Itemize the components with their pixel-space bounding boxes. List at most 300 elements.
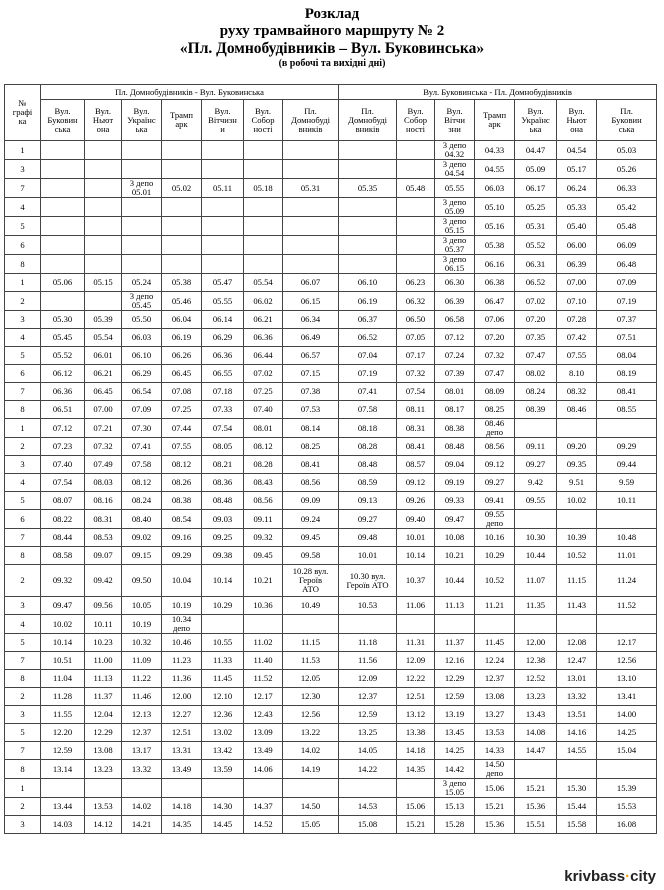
- schedule-number-cell: 5: [5, 217, 41, 236]
- time-cell: 12.29: [85, 724, 122, 742]
- table-row: [5, 634, 657, 652]
- schedule-number-cell: 8: [5, 401, 41, 419]
- time-cell: 11.37: [435, 634, 475, 652]
- time-cell: 07.08: [162, 383, 202, 401]
- time-cell: 10.14: [41, 634, 85, 652]
- time-cell: 10.46: [162, 634, 202, 652]
- time-cell: 08.19: [597, 365, 657, 383]
- time-cell: 12.51: [397, 688, 435, 706]
- time-cell: 11.21: [475, 597, 515, 615]
- time-cell: [339, 217, 397, 236]
- stop-header: Пл. Буковин ська: [597, 100, 657, 141]
- time-cell: 14.25: [435, 742, 475, 760]
- time-cell: 07.19: [597, 292, 657, 311]
- time-cell: 12.59: [435, 688, 475, 706]
- time-cell: 08.31: [397, 419, 435, 438]
- time-cell: 06.30: [435, 274, 475, 292]
- table-row: [5, 419, 657, 438]
- time-cell: 07.25: [244, 383, 283, 401]
- time-cell: 14.18: [397, 742, 435, 760]
- time-cell: 05.52: [41, 347, 85, 365]
- time-cell: [339, 141, 397, 160]
- time-cell: 15.04: [597, 742, 657, 760]
- table-row: [5, 438, 657, 456]
- stop-header: Трамп арк: [475, 100, 515, 141]
- time-cell: 06.58: [435, 311, 475, 329]
- time-cell: 07.54: [41, 474, 85, 492]
- time-cell: [41, 217, 85, 236]
- time-cell: 14.00: [597, 706, 657, 724]
- time-cell: 07.40: [244, 401, 283, 419]
- time-cell: 06.10: [339, 274, 397, 292]
- time-cell: 07.38: [283, 383, 339, 401]
- time-cell: 06.31: [515, 255, 557, 274]
- time-cell: 14.02: [283, 742, 339, 760]
- time-cell: [435, 615, 475, 634]
- time-cell: 07.44: [162, 419, 202, 438]
- stop-header: Вул. Українс ька: [515, 100, 557, 141]
- time-cell: 08.24: [515, 383, 557, 401]
- schedule-number-cell: 3: [5, 816, 41, 834]
- time-cell: 9.42: [515, 474, 557, 492]
- time-cell: 08.17: [435, 401, 475, 419]
- time-cell: 05.48: [597, 217, 657, 236]
- time-cell: 06.52: [339, 329, 397, 347]
- time-cell: 07.53: [283, 401, 339, 419]
- time-cell: 12.16: [435, 652, 475, 670]
- time-cell: 07.28: [557, 311, 597, 329]
- time-cell: 12.05: [283, 670, 339, 688]
- time-cell: 11.18: [339, 634, 397, 652]
- time-cell: 15.58: [557, 816, 597, 834]
- time-cell: 13.09: [244, 724, 283, 742]
- schedule-number-cell: 2: [5, 565, 41, 597]
- time-cell: 08.48: [435, 438, 475, 456]
- table-row: [5, 456, 657, 474]
- time-cell: [244, 141, 283, 160]
- time-cell: 05.26: [597, 160, 657, 179]
- time-cell: 05.15: [85, 274, 122, 292]
- time-cell: 12.17: [244, 688, 283, 706]
- schedule-number-cell: 2: [5, 798, 41, 816]
- time-cell: 05.54: [85, 329, 122, 347]
- table-row: [5, 311, 657, 329]
- time-cell: 15.51: [515, 816, 557, 834]
- time-cell: 08.54: [162, 510, 202, 529]
- time-cell: 07.04: [339, 347, 397, 365]
- time-cell: 08.46 депо: [475, 419, 515, 438]
- time-cell: 15.53: [597, 798, 657, 816]
- time-cell: 10.14: [202, 565, 244, 597]
- time-cell: 05.45: [41, 329, 85, 347]
- time-cell: [339, 255, 397, 274]
- time-cell: [41, 292, 85, 311]
- time-cell: [339, 160, 397, 179]
- time-cell: 08.28: [339, 438, 397, 456]
- time-cell: 09.48: [339, 529, 397, 547]
- time-cell: 12.47: [557, 652, 597, 670]
- time-cell: 08.44: [41, 529, 85, 547]
- time-cell: 13.43: [515, 706, 557, 724]
- time-cell: 06.37: [339, 311, 397, 329]
- watermark-dot: ·: [625, 868, 631, 885]
- time-cell: [283, 779, 339, 798]
- time-cell: 11.13: [435, 597, 475, 615]
- time-cell: 8.10: [557, 365, 597, 383]
- table-row: [5, 474, 657, 492]
- time-cell: 11.06: [397, 597, 435, 615]
- time-cell: 10.48: [597, 529, 657, 547]
- time-cell: 07.58: [122, 456, 162, 474]
- stop-header: Пл. Домнобуді вників: [283, 100, 339, 141]
- time-cell: 07.23: [41, 438, 85, 456]
- time-cell: 10.37: [397, 565, 435, 597]
- time-cell: 09.56: [85, 597, 122, 615]
- time-cell: [397, 255, 435, 274]
- time-cell: 13.42: [202, 742, 244, 760]
- time-cell: [244, 615, 283, 634]
- time-cell: 12.59: [41, 742, 85, 760]
- time-cell: 08.12: [162, 456, 202, 474]
- time-cell: 08.21: [202, 456, 244, 474]
- time-cell: 12.37: [122, 724, 162, 742]
- table-row: [5, 365, 657, 383]
- schedule-number-cell: 1: [5, 419, 41, 438]
- schedule-number-cell: 8: [5, 255, 41, 274]
- time-cell: 12.20: [41, 724, 85, 742]
- time-cell: [41, 255, 85, 274]
- time-cell: 09.42: [85, 565, 122, 597]
- schedule-number-cell: 2: [5, 438, 41, 456]
- time-cell: 14.06: [244, 760, 283, 779]
- time-cell: 07.17: [397, 347, 435, 365]
- time-cell: 08.18: [339, 419, 397, 438]
- time-cell: 3 депо 05.09: [435, 198, 475, 217]
- time-cell: 07.02: [515, 292, 557, 311]
- time-cell: 07.10: [557, 292, 597, 311]
- time-cell: 10.11: [85, 615, 122, 634]
- time-cell: 05.25: [515, 198, 557, 217]
- time-cell: 07.54: [397, 383, 435, 401]
- time-cell: [41, 179, 85, 198]
- time-cell: 04.33: [475, 141, 515, 160]
- time-cell: 3 депо 06.15: [435, 255, 475, 274]
- time-cell: 15.36: [475, 816, 515, 834]
- time-cell: 10.28 вул. Героїв АТО: [283, 565, 339, 597]
- time-cell: 08.48: [339, 456, 397, 474]
- time-cell: 05.48: [397, 179, 435, 198]
- time-cell: 09.11: [515, 438, 557, 456]
- time-cell: [85, 255, 122, 274]
- time-cell: 09.55 депо: [475, 510, 515, 529]
- time-cell: 06.44: [244, 347, 283, 365]
- time-cell: 3 депо 05.15: [435, 217, 475, 236]
- time-cell: 13.23: [85, 760, 122, 779]
- time-cell: 13.02: [202, 724, 244, 742]
- time-cell: 09.45: [244, 547, 283, 565]
- schedule-number-cell: 3: [5, 311, 41, 329]
- time-cell: 05.31: [283, 179, 339, 198]
- schedule-number-cell: 4: [5, 615, 41, 634]
- time-cell: 08.07: [41, 492, 85, 510]
- table-row: [5, 760, 657, 779]
- time-cell: 11.55: [41, 706, 85, 724]
- time-cell: 11.33: [202, 652, 244, 670]
- time-cell: 07.42: [557, 329, 597, 347]
- time-cell: 08.01: [435, 383, 475, 401]
- time-cell: 08.12: [244, 438, 283, 456]
- time-cell: 09.29: [162, 547, 202, 565]
- time-cell: 13.38: [397, 724, 435, 742]
- time-cell: 05.38: [162, 274, 202, 292]
- table-row: [5, 652, 657, 670]
- time-cell: [202, 255, 244, 274]
- table-row: [5, 179, 657, 198]
- time-cell: 14.50 депо: [475, 760, 515, 779]
- time-cell: 11.36: [162, 670, 202, 688]
- table-row: [5, 141, 657, 160]
- time-cell: 11.02: [244, 634, 283, 652]
- time-cell: 07.58: [339, 401, 397, 419]
- time-cell: 11.24: [597, 565, 657, 597]
- time-cell: 07.40: [41, 456, 85, 474]
- time-cell: 12.30: [283, 688, 339, 706]
- time-cell: 11.35: [515, 597, 557, 615]
- time-cell: 07.20: [515, 311, 557, 329]
- time-cell: 15.08: [339, 816, 397, 834]
- time-cell: 14.50: [283, 798, 339, 816]
- time-cell: 08.22: [41, 510, 85, 529]
- time-cell: 11.09: [122, 652, 162, 670]
- schedule-number-cell: 8: [5, 670, 41, 688]
- time-cell: 14.08: [515, 724, 557, 742]
- time-cell: 09.15: [122, 547, 162, 565]
- time-cell: 13.27: [475, 706, 515, 724]
- site-watermark: [560, 867, 660, 886]
- time-cell: 9.59: [597, 474, 657, 492]
- time-cell: 08.14: [283, 419, 339, 438]
- time-cell: 14.02: [122, 798, 162, 816]
- time-cell: 11.40: [244, 652, 283, 670]
- time-cell: 13.10: [597, 670, 657, 688]
- time-cell: 12.37: [475, 670, 515, 688]
- time-cell: 08.09: [475, 383, 515, 401]
- time-cell: [122, 779, 162, 798]
- time-cell: 07.41: [122, 438, 162, 456]
- time-cell: [557, 419, 597, 438]
- time-cell: 14.12: [85, 816, 122, 834]
- time-cell: 13.31: [162, 742, 202, 760]
- title-line-3: «Пл. Домнобудівників – Вул. Буковинська»: [179, 40, 485, 57]
- time-cell: 09.13: [339, 492, 397, 510]
- direction-header-row: [5, 85, 657, 100]
- schedule-number-cell: 3: [5, 706, 41, 724]
- time-cell: 09.55: [515, 492, 557, 510]
- schedule-number-cell: 5: [5, 634, 41, 652]
- time-cell: 08.24: [122, 492, 162, 510]
- time-cell: 06.12: [41, 365, 85, 383]
- time-cell: [85, 141, 122, 160]
- time-cell: 3 депо 04.54: [435, 160, 475, 179]
- time-cell: [85, 160, 122, 179]
- time-cell: 08.04: [597, 347, 657, 365]
- time-cell: 09.02: [122, 529, 162, 547]
- time-cell: 10.01: [339, 547, 397, 565]
- time-cell: 08.41: [397, 438, 435, 456]
- time-cell: [597, 510, 657, 529]
- time-cell: 04.47: [515, 141, 557, 160]
- time-cell: 07.37: [597, 311, 657, 329]
- time-cell: 06.52: [515, 274, 557, 292]
- time-cell: 07.00: [85, 401, 122, 419]
- time-cell: 07.39: [435, 365, 475, 383]
- time-cell: 15.44: [557, 798, 597, 816]
- time-cell: 05.03: [597, 141, 657, 160]
- time-cell: 10.02: [41, 615, 85, 634]
- time-cell: 16.08: [597, 816, 657, 834]
- time-cell: [202, 160, 244, 179]
- time-cell: 05.16: [475, 217, 515, 236]
- time-cell: 13.49: [162, 760, 202, 779]
- time-cell: 08.56: [283, 474, 339, 492]
- time-cell: 15.36: [515, 798, 557, 816]
- time-cell: 08.28: [244, 456, 283, 474]
- time-cell: 06.19: [339, 292, 397, 311]
- time-cell: 08.48: [202, 492, 244, 510]
- time-cell: 07.32: [397, 365, 435, 383]
- time-cell: 06.51: [41, 401, 85, 419]
- schedule-table: [4, 84, 657, 834]
- time-cell: 14.19: [283, 760, 339, 779]
- stop-header: Вул. Собор ності: [244, 100, 283, 141]
- time-cell: [397, 141, 435, 160]
- time-cell: 08.55: [597, 401, 657, 419]
- time-cell: [244, 779, 283, 798]
- time-cell: 07.32: [85, 438, 122, 456]
- time-cell: [41, 160, 85, 179]
- time-cell: 06.04: [162, 311, 202, 329]
- time-cell: [244, 217, 283, 236]
- time-cell: 11.46: [122, 688, 162, 706]
- time-cell: 09.20: [557, 438, 597, 456]
- time-cell: 09.04: [435, 456, 475, 474]
- time-cell: 11.07: [515, 565, 557, 597]
- time-cell: [202, 217, 244, 236]
- time-cell: 08.40: [122, 510, 162, 529]
- time-cell: 15.13: [435, 798, 475, 816]
- time-cell: 08.02: [515, 365, 557, 383]
- time-cell: 15.21: [475, 798, 515, 816]
- time-cell: 05.24: [122, 274, 162, 292]
- time-cell: 11.15: [557, 565, 597, 597]
- table-row: [5, 492, 657, 510]
- stop-header: Вул. Вітчизн и: [202, 100, 244, 141]
- time-cell: 09.41: [475, 492, 515, 510]
- time-cell: [162, 236, 202, 255]
- time-cell: 14.53: [339, 798, 397, 816]
- time-cell: 08.31: [85, 510, 122, 529]
- time-cell: [41, 779, 85, 798]
- time-cell: 08.39: [515, 401, 557, 419]
- table-row: [5, 742, 657, 760]
- time-cell: 09.38: [202, 547, 244, 565]
- table-row: [5, 779, 657, 798]
- time-cell: 05.38: [475, 236, 515, 255]
- time-cell: 10.21: [435, 547, 475, 565]
- time-cell: 11.56: [339, 652, 397, 670]
- time-cell: 07.06: [475, 311, 515, 329]
- time-cell: 06.33: [597, 179, 657, 198]
- time-cell: 12.56: [597, 652, 657, 670]
- stop-header: Вул. Вітчи зни: [435, 100, 475, 141]
- time-cell: 06.02: [244, 292, 283, 311]
- time-cell: 04.54: [557, 141, 597, 160]
- time-cell: 11.52: [597, 597, 657, 615]
- time-cell: [283, 255, 339, 274]
- time-cell: [202, 779, 244, 798]
- table-row: [5, 292, 657, 311]
- time-cell: 12.43: [244, 706, 283, 724]
- time-cell: 10.19: [162, 597, 202, 615]
- schedule-number-cell: 4: [5, 329, 41, 347]
- time-cell: 09.32: [244, 529, 283, 547]
- time-cell: 10.29: [475, 547, 515, 565]
- time-cell: 15.30: [557, 779, 597, 798]
- time-cell: 07.47: [475, 365, 515, 383]
- time-cell: [397, 217, 435, 236]
- time-cell: 09.12: [475, 456, 515, 474]
- time-cell: 12.36: [202, 706, 244, 724]
- stop-header: Трамп арк: [162, 100, 202, 141]
- schedule-number-cell: 2: [5, 292, 41, 311]
- time-cell: 04.55: [475, 160, 515, 179]
- time-cell: 06.49: [283, 329, 339, 347]
- time-cell: 08.59: [339, 474, 397, 492]
- time-cell: 15.28: [435, 816, 475, 834]
- schedule-number-cell: 5: [5, 347, 41, 365]
- time-cell: 08.25: [475, 401, 515, 419]
- time-cell: 12.27: [162, 706, 202, 724]
- time-cell: 06.09: [597, 236, 657, 255]
- time-cell: 13.32: [122, 760, 162, 779]
- time-cell: 08.25: [283, 438, 339, 456]
- schedule-number-cell: 6: [5, 510, 41, 529]
- time-cell: 11.23: [162, 652, 202, 670]
- time-cell: 06.24: [557, 179, 597, 198]
- time-cell: 12.09: [339, 670, 397, 688]
- time-cell: [162, 141, 202, 160]
- time-cell: 11.01: [597, 547, 657, 565]
- time-cell: 3 депо 05.45: [122, 292, 162, 311]
- time-cell: 08.11: [397, 401, 435, 419]
- time-cell: 06.39: [435, 292, 475, 311]
- schedule-number-header: № графі ка: [5, 85, 41, 141]
- time-cell: [283, 217, 339, 236]
- schedule-number-cell: 1: [5, 779, 41, 798]
- time-cell: 9.51: [557, 474, 597, 492]
- time-cell: 09.16: [162, 529, 202, 547]
- time-cell: 14.33: [475, 742, 515, 760]
- time-cell: [122, 255, 162, 274]
- time-cell: 07.09: [122, 401, 162, 419]
- table-row: [5, 217, 657, 236]
- time-cell: 15.39: [597, 779, 657, 798]
- time-cell: 07.20: [475, 329, 515, 347]
- time-cell: 13.12: [397, 706, 435, 724]
- time-cell: 09.24: [283, 510, 339, 529]
- time-cell: 05.10: [475, 198, 515, 217]
- time-cell: 08.41: [283, 456, 339, 474]
